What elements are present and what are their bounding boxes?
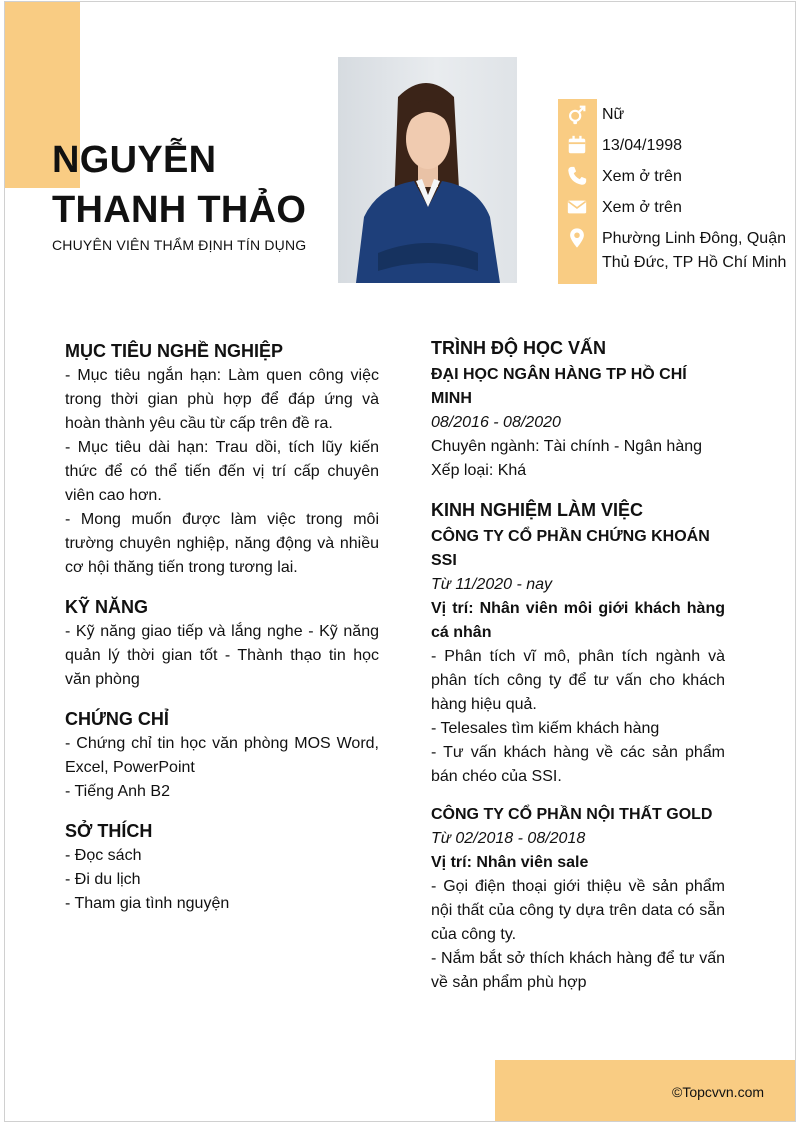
job-duty: - Gọi điện thoại giới thiệu về sản phẩm nội thất của công ty dựa trên data có sẵn của công ty.: [431, 878, 725, 943]
job-period: Từ 02/2018 - 08/2018: [431, 830, 586, 847]
job-duty: - Phân tích vĩ mô, phân tích ngành và phân tích công ty để tư vấn cho khách hàng hiệu quả.: [431, 648, 725, 713]
education-period: 08/2016 - 08/2020: [431, 414, 561, 431]
name-line-1: NGUYỄN: [52, 139, 217, 181]
objective-title: MỤC TIÊU NGHỀ NGHIỆP: [65, 341, 284, 361]
job-position: Vị trí: Nhân viên môi giới khách hàng cá nhân: [431, 600, 725, 641]
experience-title: KINH NGHIỆM LÀM VIỆC: [431, 500, 644, 520]
certificates-title: CHỨNG CHỈ: [65, 709, 169, 729]
job-title: CHUYÊN VIÊN THẨM ĐỊNH TÍN DỤNG: [52, 237, 307, 253]
email-icon: [566, 196, 588, 218]
gender-value: Nữ: [602, 106, 625, 123]
education-major: Chuyên ngành: Tài chính - Ngân hàng: [431, 438, 703, 455]
skills-title: KỸ NĂNG: [65, 597, 149, 617]
profile-photo: [338, 57, 517, 283]
hobby-item: - Đọc sách: [65, 847, 142, 864]
education-grade: Xếp loại: Khá: [431, 462, 527, 479]
education-section: [431, 363, 725, 483]
right-column: [431, 335, 725, 995]
portrait-illustration: [338, 57, 517, 283]
address-line-2: Thủ Đức, TP Hồ Chí Minh: [602, 254, 787, 271]
job-entry: [431, 803, 725, 995]
job-duty: - Nắm bắt sở thích khách hàng để tư vấn về sản phẩm phù hợp: [431, 950, 725, 991]
company-name: CÔNG TY CỔ PHẦN NỘI THẤT GOLD: [431, 806, 713, 823]
location-icon: [566, 227, 588, 249]
left-column: [65, 338, 379, 916]
objective-item: - Mong muốn được làm việc trong môi trường chuyên nghiệp, năng động và nhiều cơ hội thăng tiến trong tương lai.: [65, 511, 379, 576]
job-entry: [431, 525, 725, 789]
skills-text: - Kỹ năng giao tiếp và lắng nghe - Kỹ năng quản lý thời gian tốt - Thành thạo tin học văn phòng: [65, 623, 379, 688]
hobby-item: - Đi du lịch: [65, 871, 141, 888]
contact-icon-bar: [558, 99, 597, 284]
candidate-name: [52, 135, 306, 235]
email-value: Xem ở trên: [602, 199, 682, 216]
address-value: [602, 227, 786, 275]
certificates-section: [65, 732, 379, 804]
dob-value: 13/04/1998: [602, 137, 683, 154]
phone-value: Xem ở trên: [602, 168, 682, 185]
job-duty: - Tư vấn khách hàng về các sản phẩm bán chéo của SSI.: [431, 744, 725, 785]
hobbies-title: SỞ THÍCH: [65, 821, 153, 841]
job-position: Vị trí: Nhân viên sale: [431, 854, 589, 871]
gender-icon: [566, 103, 588, 125]
name-line-2: THANH THẢO: [52, 189, 307, 231]
job-period: Từ 11/2020 - nay: [431, 576, 553, 593]
address-line-1: Phường Linh Đông, Quận: [602, 230, 786, 247]
hobbies-section: [65, 844, 379, 916]
copyright-text: ©Topcvvn.com: [672, 1084, 765, 1100]
objective-section: [65, 364, 379, 580]
objective-item: - Mục tiêu ngắn hạn: Làm quen công việc trong thời gian phù hợp để đáp ứng và hoàn thành yêu cầu từ cấp trên đề ra.: [65, 367, 379, 432]
hobby-item: - Tham gia tình nguyện: [65, 895, 230, 912]
job-duty: - Telesales tìm kiếm khách hàng: [431, 720, 660, 737]
calendar-icon: [566, 134, 588, 156]
company-name: CÔNG TY CỔ PHẦN CHỨNG KHOÁN SSI: [431, 528, 710, 569]
phone-icon: [566, 165, 588, 187]
certificate-item: - Chứng chỉ tin học văn phòng MOS Word, Excel, PowerPoint: [65, 735, 379, 776]
objective-item: - Mục tiêu dài hạn: Trau dồi, tích lũy kiến thức để có thể tiến đến vị trí cấp chuyên viên cao hơn.: [65, 439, 379, 504]
education-title: TRÌNH ĐỘ HỌC VẤN: [431, 338, 606, 358]
certificate-item: - Tiếng Anh B2: [65, 783, 170, 800]
school-name: ĐẠI HỌC NGÂN HÀNG TP HỒ CHÍ MINH: [431, 366, 687, 407]
